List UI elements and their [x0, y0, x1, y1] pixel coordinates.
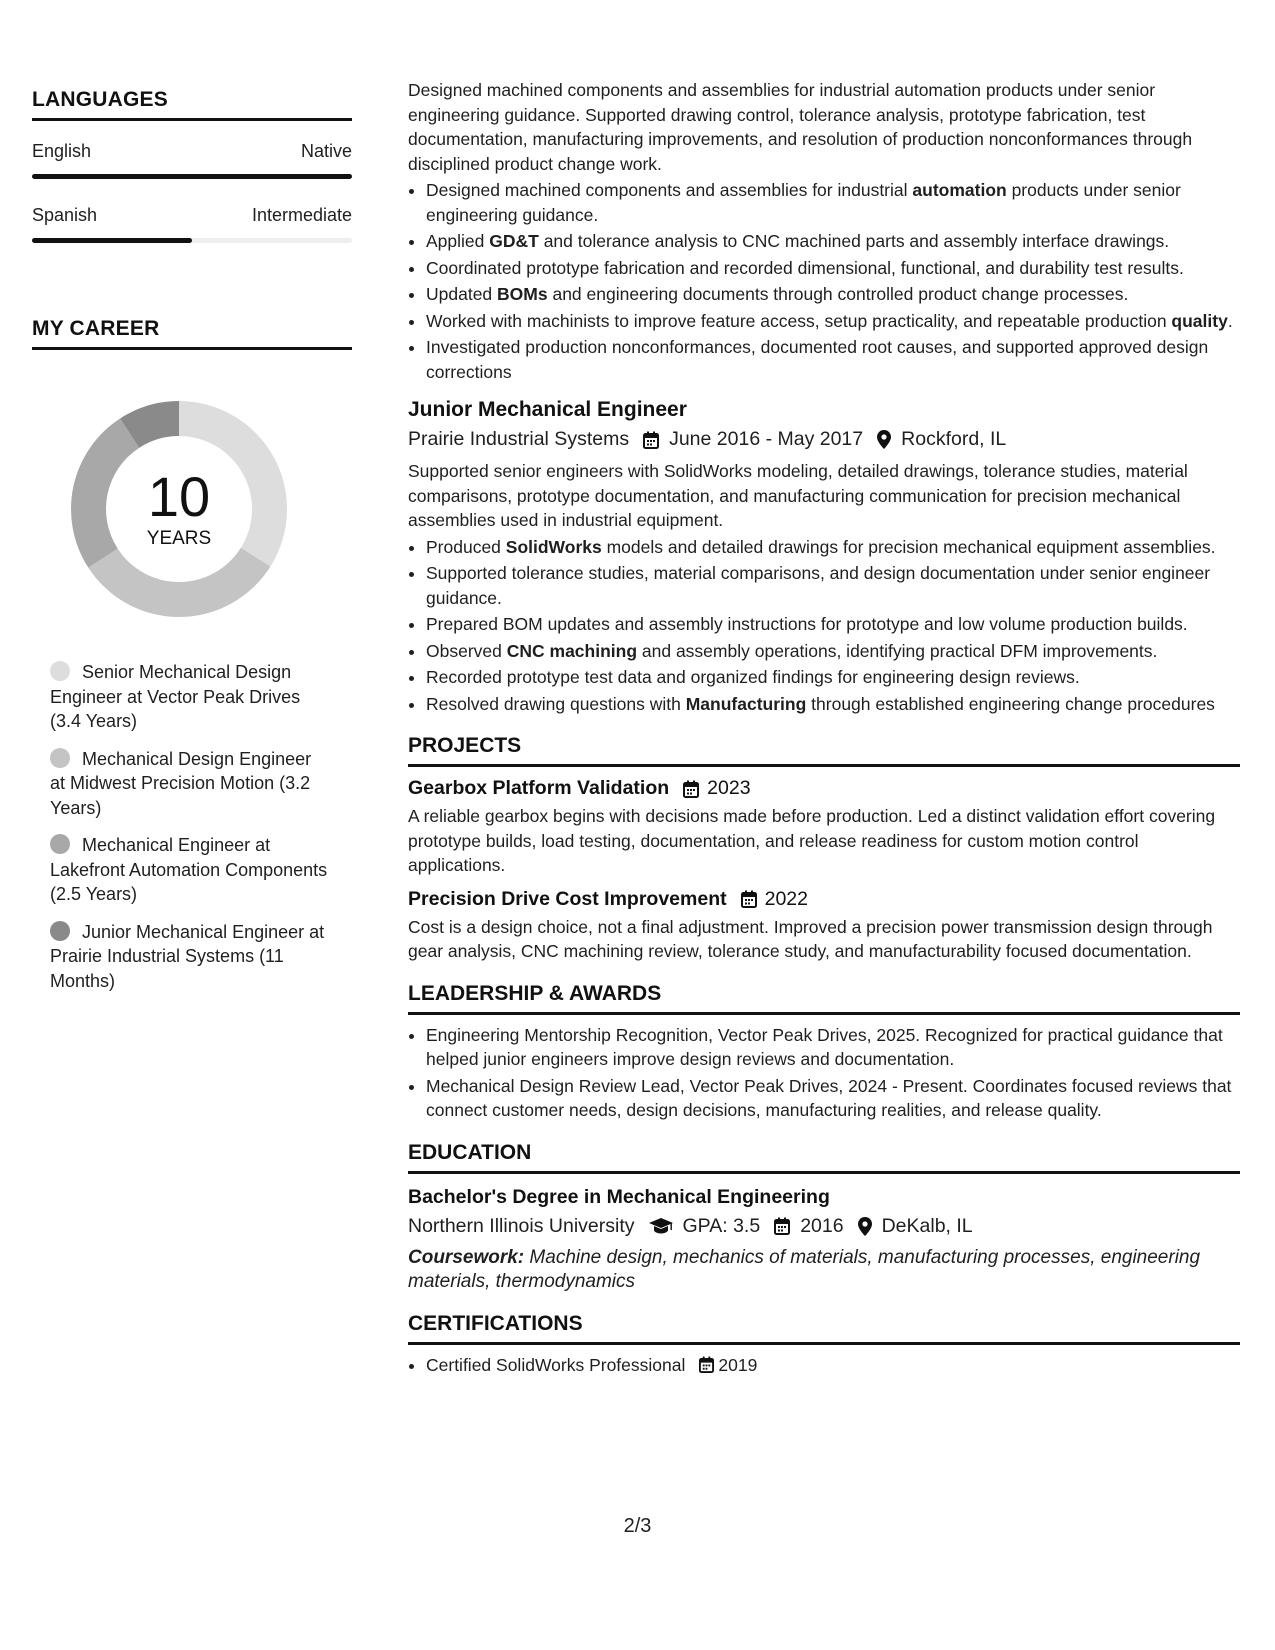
project-name: Precision Drive Cost Improvement [408, 887, 727, 910]
certification-item [426, 1353, 1240, 1378]
main-content [408, 78, 1240, 1379]
career-legend-item [50, 833, 330, 907]
leadership-list [408, 1023, 1240, 1123]
career-legend-item [50, 747, 330, 821]
certifications-list [408, 1353, 1240, 1378]
certification-year: 2019 [718, 1354, 758, 1375]
job-title: Junior Mechanical Engineer [408, 398, 687, 421]
language-proficiency-fill [32, 174, 352, 179]
project-year: 2022 [764, 887, 808, 910]
bullet-item: • Investigated production nonconformances, documented root causes, and supported approved design corrections [426, 335, 1240, 384]
job-meta [408, 428, 1240, 451]
language-name: English [32, 141, 92, 161]
bullet-item: • Resolved drawing questions with Manufacturing through established engineering change procedures [426, 692, 1240, 717]
certification-name: • Certified SolidWorks Professional [426, 1354, 686, 1375]
leadership-heading: LEADERSHIP & AWARDS [408, 982, 1240, 1015]
coursework-text: Machine design, mechanics of materials, manufacturing processes, engineering materials, thermodynamics [408, 1246, 1201, 1292]
career-years-label: YEARS [146, 528, 212, 549]
graduation-cap-icon [649, 1218, 673, 1234]
language-level: Intermediate [251, 205, 352, 225]
calendar-icon [774, 1217, 790, 1235]
language-proficiency-fill [32, 238, 192, 243]
project-item [408, 777, 1240, 878]
page-number: 2/3 [623, 1515, 652, 1537]
project-year: 2023 [707, 777, 751, 799]
school-name: Northern Illinois University [408, 1214, 635, 1237]
career-section [32, 317, 352, 993]
language-name: Spanish [32, 205, 98, 225]
projects-heading: PROJECTS [408, 734, 1240, 767]
language-item [32, 141, 352, 179]
school-location: DeKalb, IL [881, 1214, 973, 1237]
project-description: Cost is a design choice, not a final adjustment. Improved a precision power transmission design through gear analysis, CNC machining review, tolerance study, and manufacturability focused documentation. [408, 916, 1213, 961]
legend-dot-icon [50, 921, 70, 941]
legend-text: Junior Mechanical Engineer at Prairie Industrial Systems (11 Months) [50, 921, 325, 991]
bullet-item: • Updated BOMs and engineering documents through controlled product change processes. [426, 282, 1240, 307]
bullet-item: • Supported tolerance studies, material comparisons, and design documentation under senior engineer guidance. [426, 561, 1240, 610]
language-item [32, 205, 352, 243]
coursework-label: Coursework: [408, 1246, 525, 1268]
bullet-item: • Worked with machinists to improve feature access, setup practicality, and repeatable production quality. [426, 309, 1240, 334]
certifications-heading: CERTIFICATIONS [408, 1312, 1240, 1345]
bullet-item: • Prepared BOM updates and assembly instructions for prototype and low volume production builds. [426, 612, 1240, 637]
calendar-icon [741, 890, 757, 908]
career-legend [50, 660, 330, 993]
career-donut-chart [64, 394, 294, 624]
bullet-item: • Designed machined components and assemblies for industrial automation products under senior engineering guidance. [426, 178, 1240, 227]
job-summary: Supported senior engineers with SolidWorks modeling, detailed drawings, tolerance studies, material comparisons, prototype documentation, and manufacturing communication for precision mechanical assemblies used in industrial equipment. [408, 461, 1188, 530]
leadership-item: • Engineering Mentorship Recognition, Vector Peak Drives, 2025. Recognized for practical guidance that helped junior engineers improve design reviews and documentation. [426, 1023, 1240, 1072]
legend-dot-icon [50, 748, 70, 768]
calendar-icon [683, 780, 699, 798]
project-name: Gearbox Platform Validation [408, 777, 670, 799]
career-heading: MY CAREER [32, 317, 352, 350]
legend-text: Senior Mechanical Design Engineer at Vector Peak Drives (3.4 Years) [50, 662, 301, 731]
job-location: Rockford, IL [901, 428, 1007, 450]
language-proficiency-bar [32, 174, 352, 179]
languages-heading: LANGUAGES [32, 88, 352, 121]
location-pin-icon [858, 1217, 872, 1236]
legend-dot-icon [50, 661, 70, 681]
career-legend-item [50, 920, 330, 994]
bullet-item: • Observed CNC machining and assembly operations, identifying practical DFM improvements. [426, 639, 1240, 664]
language-level: Native [300, 141, 352, 161]
job-bullets [408, 535, 1240, 717]
career-legend-item [50, 660, 330, 734]
bullet-item: • Recorded prototype test data and organized findings for engineering design reviews. [426, 665, 1240, 690]
career-years-number: 10 [147, 465, 211, 528]
project-description: A reliable gearbox begins with decisions made before production. Led a distinct validation effort covering prototype builds, load testing, documentation, and release readiness for custom motion control applications. [408, 806, 1216, 875]
calendar-icon [699, 1356, 714, 1373]
bullet-item: • Coordinated prototype fabrication and recorded dimensional, functional, and durability test results. [426, 256, 1240, 281]
coursework [408, 1246, 1240, 1294]
calendar-icon [643, 431, 659, 449]
gpa: GPA: 3.5 [682, 1214, 761, 1237]
degree-title: Bachelor's Degree in Mechanical Engineering [408, 1185, 830, 1208]
bullet-item: • Produced SolidWorks models and detailed drawings for precision mechanical equipment assemblies. [426, 535, 1240, 560]
legend-text: Mechanical Engineer at Lakefront Automation Components (2.5 Years) [50, 835, 328, 904]
legend-text: Mechanical Design Engineer at Midwest Precision Motion (3.2 Years) [50, 748, 312, 818]
legend-dot-icon [50, 834, 70, 854]
sidebar [32, 88, 352, 1006]
bullet-item: • Applied GD&T and tolerance analysis to CNC machined parts and assembly interface drawings. [426, 229, 1240, 254]
job-dates: June 2016 - May 2017 [669, 428, 864, 450]
company-name: Prairie Industrial Systems [408, 428, 630, 450]
language-proficiency-bar [32, 238, 352, 243]
project-item [408, 888, 1240, 964]
location-pin-icon [877, 430, 891, 449]
job-bullets [408, 178, 1240, 384]
graduation-year: 2016 [800, 1214, 844, 1237]
education-meta [408, 1215, 1240, 1238]
job-summary: Designed machined components and assemblies for industrial automation products under senior engineering guidance. Supported drawing control, tolerance analysis, prototype fabrication, test documentation, manufacturing improvements, and resolution of production nonconformances through disciplined product change work. [408, 80, 1193, 174]
leadership-item: • Mechanical Design Review Lead, Vector Peak Drives, 2024 - Present. Coordinates focused reviews that connect customer needs, design decisions, manufacturing realities, and release quality. [426, 1074, 1240, 1123]
education-heading: EDUCATION [408, 1141, 1240, 1174]
